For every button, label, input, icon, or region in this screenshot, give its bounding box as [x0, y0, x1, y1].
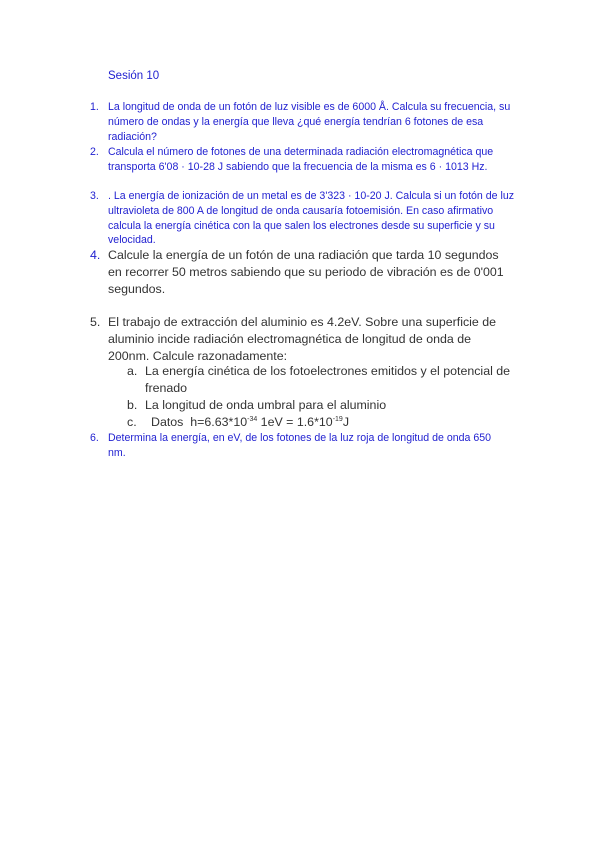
item-text: La longitud de onda de un fotón de luz visible es de 6000 Å. Calcula su frecuencia, su número de ondas y la energía que lleva ¿qué energía tendrían 6 fotones de esa radiación?	[108, 101, 511, 143]
exponent: -34	[247, 416, 258, 423]
item-text: Calcula el número de fotones de una determinada radiación electromagnética que transporta 6'08 · 10-28 J sabiendo que la frecuencia de la misma es 6 · 1013 Hz.	[108, 146, 494, 173]
subitem-letter: c.	[127, 415, 137, 429]
item-text: El trabajo de extracción del aluminio es 4.2eV. Sobre una superficie de aluminio incide radiación electromagnética de longitud de onda de 200nm. Calcule razonadamente:	[108, 315, 497, 364]
subitem-text	[151, 414, 521, 431]
subitem-text: La energía cinética de los fotoelectrones emitidos y el potencial de frenado	[145, 364, 511, 396]
data-text-part: 1eV = 1.6*10	[257, 415, 333, 429]
item-number: 4.	[90, 248, 101, 262]
item-number: 5.	[90, 315, 101, 329]
data-text-part: J	[342, 415, 350, 429]
exponent: -19	[332, 416, 343, 423]
item-number: 2.	[90, 146, 99, 158]
item-text: . La energía de ionización de un metal es de 3'323 · 10-20 J. Calcula si un fotón de luz ultravioleta de 800 A de longitud de onda causaría fotoemisión. En caso afirmativo calcula la energía cinética con la que salen los electrones desde su superficie y su velocidad.	[108, 190, 515, 247]
item-text: Determina la energía, en eV, de los fotones de la luz roja de longitud de onda 650 nm.	[108, 432, 492, 459]
session-title: Sesión 10	[108, 70, 160, 82]
subitem-letter: a.	[127, 364, 138, 378]
subitem-letter: b.	[127, 398, 138, 412]
item-number: 1.	[90, 101, 99, 113]
subitem-text: La longitud de onda umbral para el aluminio	[145, 398, 387, 412]
item-number: 3.	[90, 190, 99, 202]
item-text: Calcule la energía de un fotón de una radiación que tarda 10 segundos en recorrer 50 metros sabiendo que su periodo de vibración es de 0'001 segundos.	[108, 248, 504, 297]
item-number: 6.	[90, 432, 99, 444]
data-text-part: Datos h=6.63*10	[151, 415, 248, 429]
